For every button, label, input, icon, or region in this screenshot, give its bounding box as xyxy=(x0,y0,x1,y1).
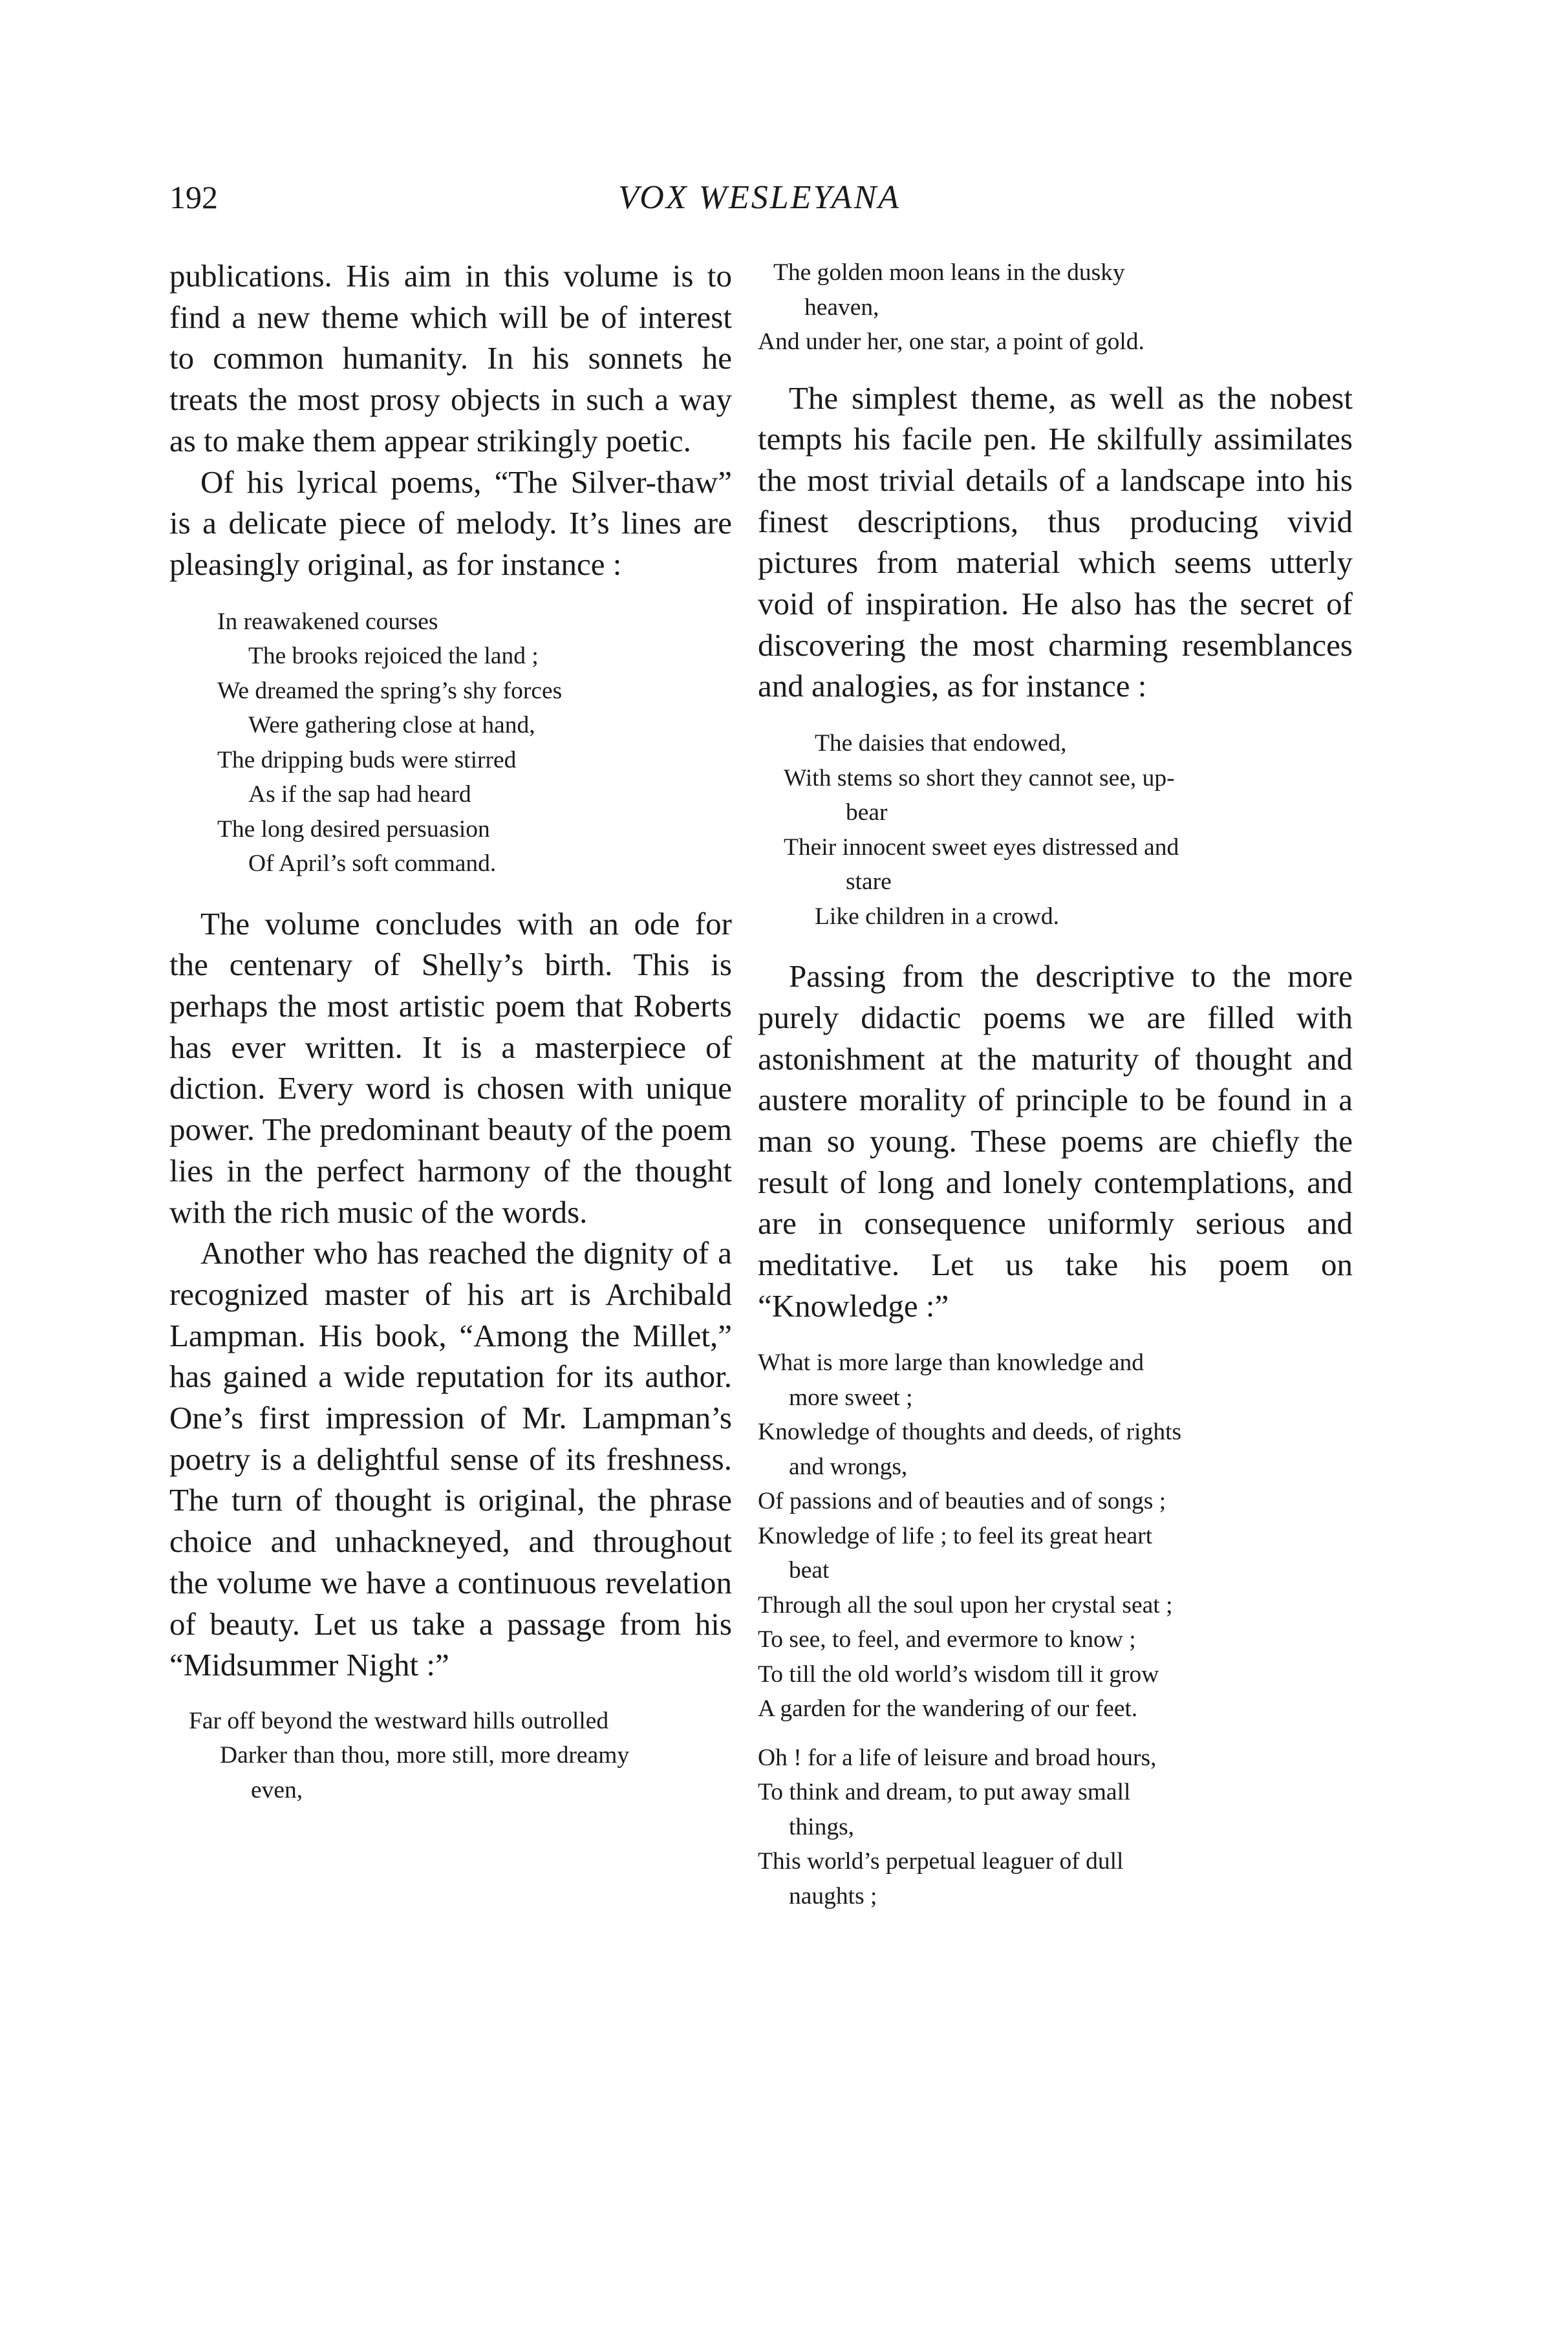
poem-line: Were gathering close at hand, xyxy=(248,712,535,739)
page-header xyxy=(169,178,1349,230)
poem-line: To see, to feel, and evermore to know ; xyxy=(758,1626,1136,1653)
left-column xyxy=(169,255,732,1807)
poem-line: To think and dream, to put away small xyxy=(758,1779,1131,1806)
poem-excerpt-midsummer-night-cont xyxy=(758,255,1353,360)
poem-line: To till the old world’s wisdom till it grow xyxy=(758,1661,1159,1688)
paragraph: publications. His aim in this volume is to find a new theme which will be of interest to common humanity. In his sonnets he treats the most prosy objects in such a way as to make them appear strikingly poetic. xyxy=(169,258,732,458)
poem-line: What is more large than knowledge and xyxy=(758,1349,1144,1377)
poem-excerpt-daisies xyxy=(784,726,1353,934)
running-title: VOX WESLEYANA xyxy=(618,179,901,216)
poem-line: naughts ; xyxy=(789,1882,877,1909)
poem-line: Knowledge of life ; to feel its great heart xyxy=(758,1522,1153,1549)
poem-line: The long desired persuasion xyxy=(217,815,490,843)
poem-line: The golden moon leans in the dusky xyxy=(773,259,1125,286)
page-number: 192 xyxy=(169,179,218,215)
poem-line: stare xyxy=(846,868,892,896)
stanza-gap xyxy=(758,1726,1353,1741)
poem-line: In reawakened courses xyxy=(217,608,438,635)
poem-line: and wrongs, xyxy=(789,1453,908,1480)
poem-line: Their innocent sweet eyes distressed and xyxy=(784,833,1179,861)
paragraph: The simplest theme, as well as the nobest tempts his facile pen. He skilfully assimilates the most trivial details of a landscape into his finest descriptions, thus producing vivid pictures from material which seems utterly void of inspiration. He also has the secret of discovering the most charming resemblances and analogies, as for instance : xyxy=(758,380,1353,704)
poem-line: The dripping buds were stirred xyxy=(217,746,517,773)
poem-line: Far off beyond the westward hills outrolled xyxy=(189,1707,609,1734)
poem-line: beat xyxy=(789,1557,830,1584)
poem-excerpt-knowledge xyxy=(758,1346,1353,1913)
paragraph: Another who has reached the dignity of a recognized master of his art is Archibald Lampman. His book, “Among the Millet,” has gained a wide reputation for its author. One’s first impression of Mr. Lampman’s poetry is a delightful sense of its freshness. The turn of thought is original, the phrase choice and unhackneyed, and throughout the volume we have a continuous revelation of beauty. Let us take a passage from his “Midsummer Night :” xyxy=(169,1235,732,1683)
poem-line: Darker than thou, more still, more dreamy xyxy=(220,1742,630,1769)
poem-line: Like children in a crowd. xyxy=(815,903,1059,930)
poem-line: even, xyxy=(251,1776,303,1803)
poem-line: Of April’s soft command. xyxy=(248,850,497,877)
paragraph: The volume concludes with an ode for the centenary of Shelly’s birth. This is perhaps the most artistic poem that Roberts has ever written. It is a masterpiece of diction. Every word is chosen with unique power. The predominant beauty of the poem lies in the perfect harmony of the thought with the rich music of the words. xyxy=(169,905,732,1230)
poem-line: As if the sap had heard xyxy=(248,781,471,808)
poem-line: The daisies that endowed, xyxy=(815,730,1067,757)
poem-line: bear xyxy=(846,799,888,826)
poem-line: Through all the soul upon her crystal seat ; xyxy=(758,1591,1173,1618)
right-column xyxy=(758,255,1353,1913)
poem-line: We dreamed the spring’s shy forces xyxy=(217,677,563,704)
poem-line: And under her, one star, a point of gold. xyxy=(758,328,1144,355)
paragraph: Of his lyrical poems, “The Silver-thaw” is a delicate piece of melody. It’s lines are pleasingly original, as for instance : xyxy=(169,464,732,582)
poem-line: things, xyxy=(789,1813,855,1840)
poem-line: The brooks rejoiced the land ; xyxy=(248,643,539,670)
poem-line: Of passions and of beauties and of songs ; xyxy=(758,1488,1166,1515)
poem-excerpt-midsummer-night xyxy=(189,1704,732,1808)
poem-line: With stems so short they cannot see, up- xyxy=(784,764,1175,791)
poem-line: A garden for the wandering of our feet. xyxy=(758,1695,1138,1723)
poem-excerpt-silverthaw xyxy=(217,605,732,881)
poem-line: heaven, xyxy=(804,294,879,321)
poem-line: more sweet ; xyxy=(789,1384,913,1411)
poem-line: Knowledge of thoughts and deeds, of rights xyxy=(758,1419,1182,1446)
poem-line: Oh ! for a life of leisure and broad hours, xyxy=(758,1744,1157,1771)
poem-line: This world’s perpetual leaguer of dull xyxy=(758,1848,1124,1875)
paragraph: Passing from the descriptive to the more purely didactic poems we are filled with astonishment at the maturity of thought and austere morality of principle to be found in a man so young. These poems are chiefly the result of long and lonely contemplations, and are in consequence uniformly serious and meditative. Let us take his poem on “Knowledge :” xyxy=(758,958,1353,1324)
